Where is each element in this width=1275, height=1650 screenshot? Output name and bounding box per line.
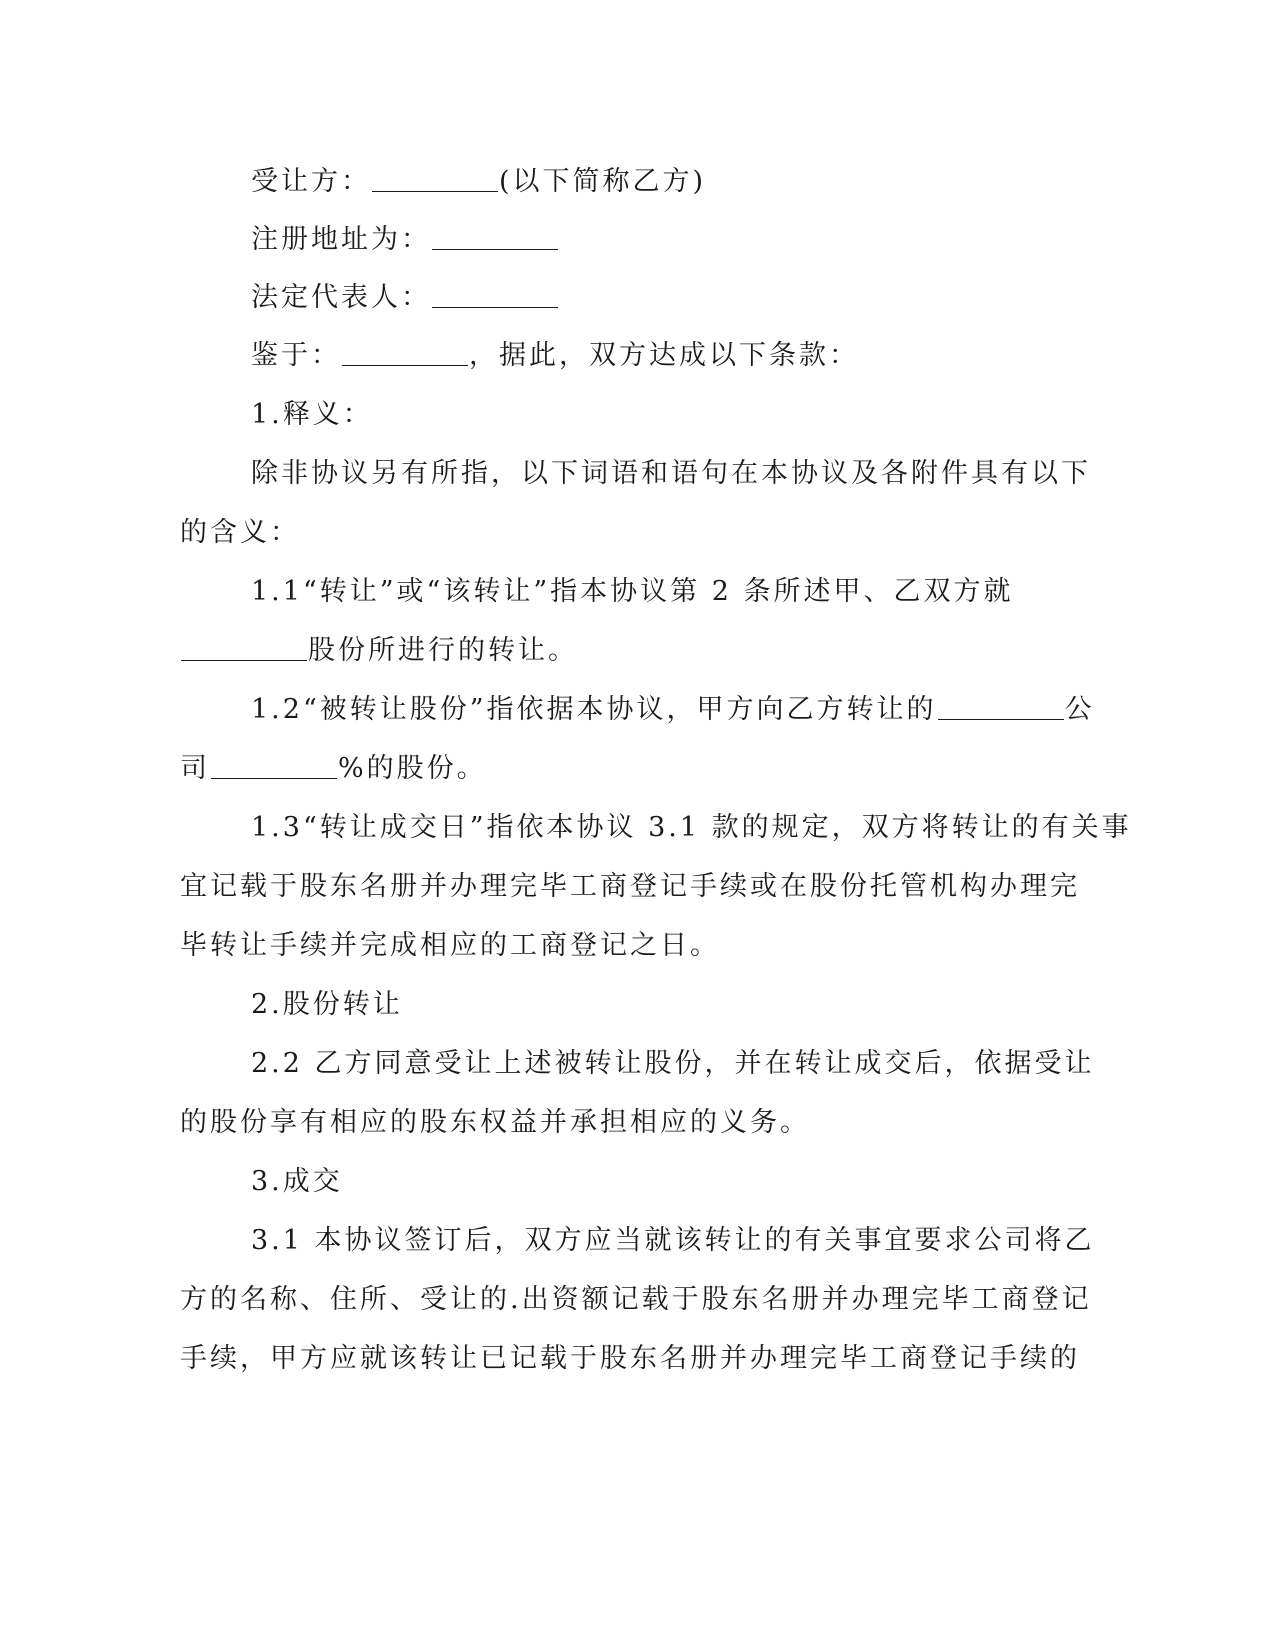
clause-1-2-company-blank	[938, 693, 1064, 720]
definitions-intro-line-2: 的含义：	[180, 517, 300, 548]
legal-representative-label: 法定代表人：	[251, 282, 431, 313]
section-2-heading: 2.股份转让	[251, 989, 403, 1020]
section-3-heading: 3.成交	[251, 1166, 343, 1197]
transferee-blank	[372, 165, 498, 192]
clause-1-3-line-3: 毕转让手续并完成相应的工商登记之日。	[180, 930, 720, 961]
legal-representative-blank	[432, 281, 558, 308]
clause-1-3-line-1: 1.3“转让成交日”指依本协议 3.1 款的规定，双方将转让的有关事	[251, 812, 1132, 843]
clause-1-1-blank	[181, 634, 307, 661]
whereas-label: 鉴于：	[251, 340, 341, 371]
transferee-label: 受让方：	[251, 166, 371, 197]
clause-2-2-line-1: 2.2 乙方同意受让上述被转让股份，并在转让成交后，依据受让	[251, 1048, 1095, 1079]
clause-1-1-line-2: 股份所进行的转让。	[180, 633, 578, 669]
clause-3-1-line-2: 方的名称、住所、受让的.出资额记载于股东名册并办理完毕工商登记	[180, 1284, 1092, 1315]
registered-address-line	[251, 222, 559, 258]
definitions-intro-line-1: 除非协议另有所指，以下词语和语句在本协议及各附件具有以下	[251, 458, 1091, 489]
whereas-text: ，据此，双方达成以下条款：	[469, 340, 859, 371]
clause-1-2-line-2: 司 %的股份。	[180, 753, 487, 784]
registered-address-blank	[432, 223, 558, 250]
clause-3-1-line-1: 3.1 本协议签订后，双方应当就该转让的有关事宜要求公司将乙	[251, 1225, 1095, 1256]
clause-1-2-line-1: 1.2“被转让股份”指依据本协议，甲方向乙方转让的 公	[251, 694, 1095, 725]
registered-address-label: 注册地址为：	[251, 224, 431, 255]
clause-1-3-line-2: 宜记载于股东名册并办理完毕工商登记手续或在股份托管机构办理完	[180, 871, 1080, 902]
whereas-blank	[342, 339, 468, 366]
legal-representative-line	[251, 280, 559, 316]
section-1-heading: 1.释义：	[251, 399, 373, 430]
clause-3-1-line-3: 手续，甲方应就该转让已记载于股东名册并办理完毕工商登记手续的	[180, 1343, 1080, 1374]
clause-1-1-line-1: 1.1“转让”或“该转让”指本协议第 2 条所述甲、乙双方就	[251, 576, 1014, 607]
whereas-line	[251, 338, 859, 374]
clause-1-2-percent-blank	[211, 752, 337, 779]
transferee-note: (以下简称乙方)	[499, 166, 707, 197]
transferee-line	[251, 164, 706, 200]
clause-2-2-line-2: 的股份享有相应的股东权益并承担相应的义务。	[180, 1107, 810, 1138]
